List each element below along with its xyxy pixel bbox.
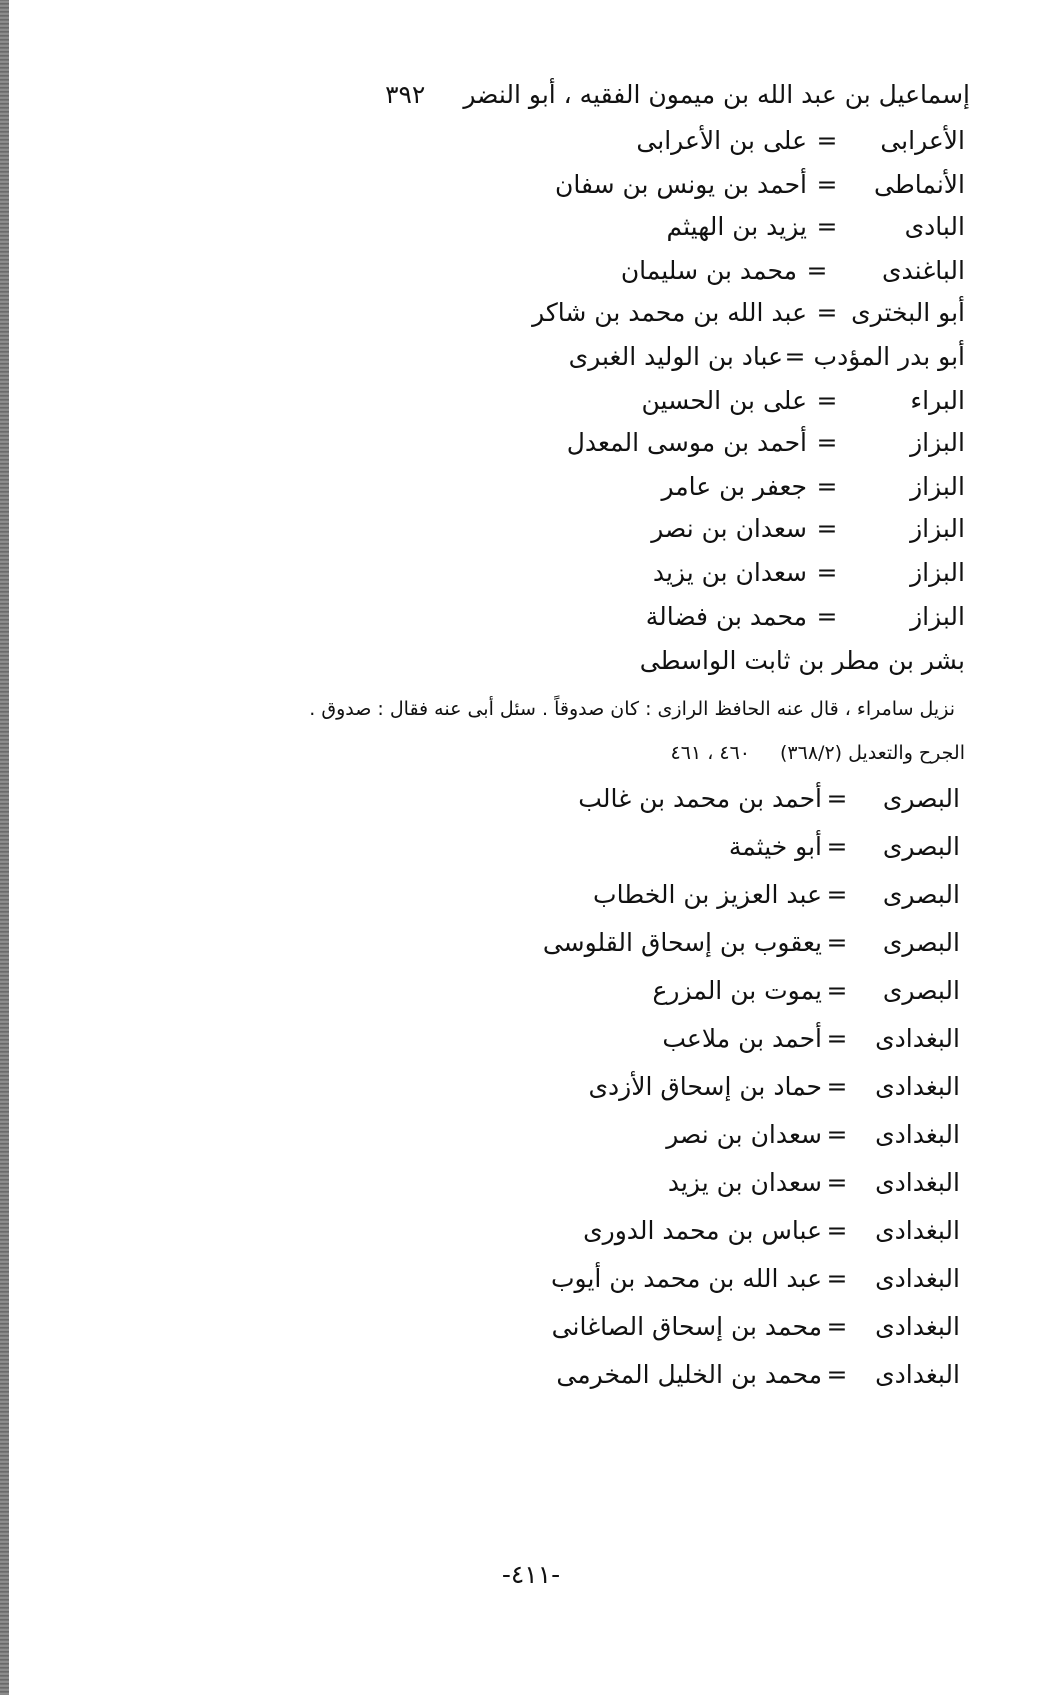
entry-name: أحمد بن يونس بن سفان [554,170,807,199]
equals-sign: = [826,1024,848,1053]
entry-row [666,210,965,244]
entry-row [653,556,965,590]
page-number: -٤١١- [501,1560,561,1589]
equals-sign: = [816,472,838,501]
entry-row [588,1070,960,1104]
entry-label: أبو بدر المؤدب [813,342,965,371]
entry-name: يموت بن المزرع [652,976,822,1005]
bishr-note [309,692,955,726]
entry-label: البغدادى [875,1312,960,1341]
entry-name: سعدان بن يزيد [652,558,807,587]
entry-label: الأنماطى [874,170,965,199]
equals-sign: = [816,386,838,415]
entry-label: البغدادى [875,1216,960,1245]
entry-row [532,296,965,330]
entry-label: البراء [910,386,965,415]
reference-source: الجرح والتعديل [848,742,965,764]
entry-name: عباس بن محمد الدورى [583,1216,822,1245]
entry-row [551,1262,960,1296]
entry-label: البزاز [910,558,965,587]
equals-sign: = [816,514,838,543]
header-title: إسماعيل بن عبد الله بن ميمون الفقيه ، أبو النضر [463,80,970,109]
entry-name: على بن الأعرابى [636,126,807,155]
entry-row [569,340,965,374]
equals-sign: = [826,784,848,813]
equals-sign: = [816,298,838,327]
equals-sign: = [816,602,838,631]
entry-label: البزاز [910,472,965,501]
equals-sign: = [826,1264,848,1293]
entry-name: حماد بن إسحاق الأزدى [588,1072,822,1101]
entry-row [583,1214,960,1248]
bishr-heading-text: بشر بن مطر بن ثابت الواسطى [639,646,965,675]
equals-sign: = [826,1168,848,1197]
entry-name: أبو خيثمة [728,832,822,861]
equals-sign: = [826,1120,848,1149]
entry-name: سعدان بن نصر [651,514,807,543]
equals-sign: = [816,126,838,155]
entry-row [636,124,965,158]
entry-label: الباغندى [881,256,965,285]
header-number: ٣٩٢ [385,80,426,109]
entry-name: جعفر بن عامر [661,472,807,501]
entry-row [593,878,960,912]
entry-name: يزيد بن الهيثم [666,212,807,241]
entry-name: محمد بن فضالة [645,602,807,631]
bishr-heading [640,644,965,678]
entry-label: البصرى [882,784,960,813]
entry-name: محمد بن سليمان [620,256,797,285]
entry-name: عبد العزيز بن الخطاب [593,880,822,909]
entry-label: البزاز [910,428,965,457]
header-line [385,78,970,112]
entry-label: البصرى [882,832,960,861]
entry-name: محمد بن إسحاق الصاغانى [551,1312,822,1341]
equals-sign: = [816,428,838,457]
entry-label: البصرى [882,976,960,1005]
entry-row [729,830,960,864]
entry-label: البزاز [910,602,965,631]
entry-label: البغدادى [875,1360,960,1389]
entry-label: البصرى [882,928,960,957]
entry-name: عبد الله بن محمد بن أيوب [551,1264,822,1293]
entry-label: البغدادى [875,1120,960,1149]
entry-name: سعدان بن نصر [666,1120,822,1149]
entry-name: عباد بن الوليد الغبرى [568,342,783,371]
entry-name: على بن الحسين [641,386,807,415]
equals-sign: = [784,342,806,371]
equals-sign: = [826,1216,848,1245]
entry-name: أحمد بن ملاعب [662,1024,822,1053]
equals-sign: = [816,170,838,199]
entry-row [543,926,960,960]
entry-row [621,254,965,288]
entry-name: أحمد بن محمد بن غالب [578,784,822,813]
entry-row [555,168,965,202]
equals-sign: = [826,880,848,909]
entry-row [578,782,960,816]
reference-volume: (٣٦٨/٢) [780,742,843,764]
entry-row [567,426,965,460]
equals-sign: = [826,976,848,1005]
bishr-reference [671,736,965,770]
entry-row [668,1166,960,1200]
entry-label: البغدادى [875,1168,960,1197]
entry-name: يعقوب بن إسحاق القلوسى [542,928,822,957]
entry-name: عبد الله بن محمد بن شاكر [532,298,807,327]
equals-sign: = [826,1360,848,1389]
entry-label: البغدادى [875,1264,960,1293]
equals-sign: = [826,832,848,861]
entry-row [666,1118,960,1152]
entry-label: البزاز [910,514,965,543]
equals-sign: = [816,558,838,587]
entry-name: سعدان بن يزيد [667,1168,822,1197]
entry-label: البغدادى [875,1024,960,1053]
equals-sign: = [826,928,848,957]
entry-name: أحمد بن موسى المعدل [566,428,807,457]
equals-sign: = [826,1072,848,1101]
entry-row [662,1022,960,1056]
entry-label: البادى [904,212,965,241]
equals-sign: = [826,1312,848,1341]
entry-row [652,974,960,1008]
bishr-note-text: نزيل سامراء ، قال عنه الحافظ الرازى : كان صدوقاً . سئل أبى عنه فقال : صدوق . [309,698,955,720]
equals-sign: = [806,256,828,285]
entry-row [646,600,965,634]
equals-sign: = [816,212,838,241]
entry-row [552,1310,960,1344]
entry-row [661,470,965,504]
entry-name: محمد بن الخليل المخرمى [556,1360,822,1389]
entry-label: البغدادى [875,1072,960,1101]
reference-numbers: ٤٦٠ ، ٤٦١ [670,742,750,764]
entry-row [556,1358,960,1392]
entry-row [651,512,965,546]
entry-row [642,384,966,418]
entry-label: الأعرابى [880,126,965,155]
entry-label: البصرى [882,880,960,909]
entry-label: أبو البخترى [851,298,965,327]
